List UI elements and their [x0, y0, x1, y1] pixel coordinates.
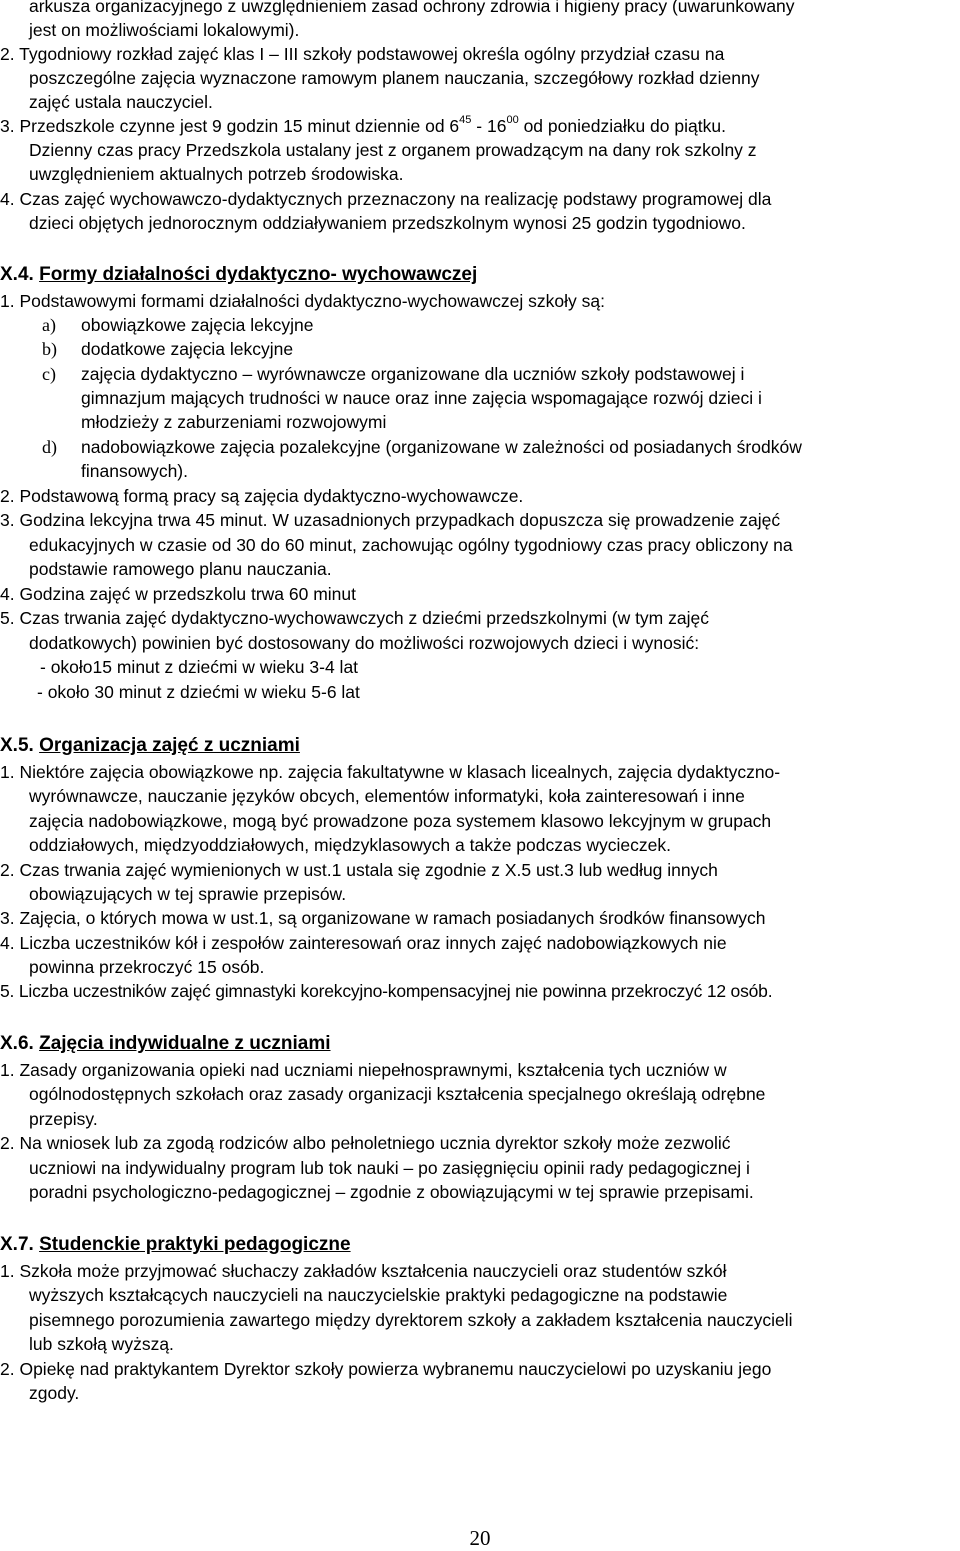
section-number: X.6. — [0, 1033, 34, 1054]
paragraph-line: 3. Godzina lekcyjna trwa 45 minut. W uzasadnionych przypadkach dopuszcza się prowadzenie zajęć — [0, 510, 781, 530]
paragraph-line: dodatkowych) powinien być dostosowany do możliwości rozwojowych dzieci i wynosić: — [29, 633, 700, 653]
paragraph-line: 2. Na wniosek lub za zgodą rodziców albo pełnoletniego ucznia dyrektor szkoły może zezwolić — [0, 1133, 731, 1153]
hours-text-b: - 16 — [471, 116, 507, 136]
paragraph-line: pisemnego porozumienia zawartego między dyrektorem szkoły a zakładem kształcenia nauczycieli — [29, 1310, 793, 1330]
paragraph-line: poszczególne zajęcia wyznaczone ramowym planem nauczania, szczegółowy rozkład dzienny — [29, 68, 760, 88]
paragraph-line: obowiązujących w tej sprawie przepisów. — [29, 884, 347, 904]
paragraph-line: 1. Zasady organizowania opieki nad uczniami niepełnosprawnymi, kształcenia tych uczniów w — [0, 1060, 727, 1080]
paragraph-line: oddziałowych, międzyoddziałowych, międzyklasowych a także podczas wycieczek. — [29, 835, 671, 855]
paragraph-line: 4. Liczba uczestników kół i zespołów zainteresowań oraz innych zajęć nadobowiązkowych nie — [0, 933, 727, 953]
paragraph-line: 5. Czas trwania zajęć dydaktyczno-wychowawczych z dziećmi przedszkolnymi (w tym zajęć — [0, 608, 709, 628]
paragraph-line: wyrównawcze, nauczanie języków obcych, elementów informatyki, koła zainteresowań i inne — [29, 786, 745, 806]
list-item-line: młodzieży z zaburzeniami rozwojowymi — [81, 412, 387, 432]
section-heading — [0, 734, 300, 758]
paragraph-line: 1. Szkoła może przyjmować słuchaczy zakładów kształcenia nauczycieli oraz studentów szkół — [0, 1261, 727, 1281]
paragraph-line: 2. Tygodniowy rozkład zajęć klas I – III szkoły podstawowej określa ogólny przydział czasu na — [0, 44, 725, 64]
paragraph-line: uczniowi na indywidualny program lub tok nauki – po zasięgnięciu opinii rady pedagogicznej i — [29, 1158, 750, 1178]
section-heading — [0, 1233, 351, 1257]
list-marker: b) — [42, 339, 57, 359]
list-item: nadobowiązkowe zajęcia pozalekcyjne (organizowane w zależności od posiadanych środków — [81, 437, 802, 457]
paragraph-line: 1. Niektóre zajęcia obowiązkowe np. zajęcia fakultatywne w klasach licealnych, zajęcia dydaktyczno- — [0, 762, 781, 782]
page-number: 20 — [469, 1526, 491, 1550]
list-item: obowiązkowe zajęcia lekcyjne — [81, 315, 314, 335]
section-title: Organizacja zajęć z uczniami — [39, 735, 300, 756]
paragraph-line: uwzględnieniem aktualnych potrzeb środowiska. — [29, 164, 404, 184]
paragraph-line: 2. Opiekę nad praktykantem Dyrektor szkoły powierza wybranemu nauczycielowi po uzyskaniu jego — [0, 1359, 772, 1379]
paragraph-line: arkusza organizacyjnego z uwzględnieniem zasad ochrony zdrowia i higieny pracy (uwarunkowany — [29, 0, 795, 16]
dash-item: - około 30 minut z dziećmi w wieku 5-6 lat — [37, 682, 360, 702]
list-item-line: gimnazjum mających trudności w nauce oraz inne zajęcia wspomagające rozwój dzieci i — [81, 388, 762, 408]
hours-sup-end: 00 — [506, 114, 519, 127]
section-number: X.7. — [0, 1234, 34, 1255]
list-item: dodatkowe zajęcia lekcyjne — [81, 339, 294, 359]
section-number: X.5. — [0, 735, 34, 756]
list-marker: a) — [42, 315, 56, 335]
list-item-line: finansowych). — [81, 461, 188, 481]
paragraph-line: wyższych kształcących nauczycieli na nauczycielskie praktyki pedagogiczne na podstawie — [29, 1285, 728, 1305]
section-heading — [0, 1032, 331, 1056]
hours-text-c: od poniedziałku do piątku. — [518, 116, 726, 136]
paragraph-line: 2. Podstawową formą pracy są zajęcia dydaktyczno-wychowawcze. — [0, 486, 524, 506]
paragraph-line: zajęć ustala nauczyciel. — [29, 92, 213, 112]
paragraph-line: 1. Podstawowymi formami działalności dydaktyczno-wychowawczej szkoły są: — [0, 291, 605, 311]
paragraph-line: podstawie ramowego planu nauczania. — [29, 559, 332, 579]
paragraph-line: 4. Godzina zajęć w przedszkolu trwa 60 minut — [0, 584, 356, 604]
section-title: Formy działalności dydaktyczno- wychowawczej — [39, 264, 478, 285]
list-marker: c) — [42, 364, 56, 384]
section-number: X.4. — [0, 264, 34, 285]
paragraph-line: poradni psychologiczno-pedagogicznej – zgodnie z obowiązującymi w tej sprawie przepisami. — [29, 1182, 754, 1202]
paragraph-line: przepisy. — [29, 1109, 98, 1129]
section-heading — [0, 263, 477, 287]
dash-item: - około15 minut z dziećmi w wieku 3-4 lat — [40, 657, 359, 677]
list-marker: d) — [42, 437, 57, 457]
paragraph-line: zajęcia nadobowiązkowe, mogą być prowadzone poza systemem klasowo lekcyjnym w grupach — [29, 811, 772, 831]
list-item: zajęcia dydaktyczno – wyrównawcze organizowane dla uczniów szkoły podstawowej i — [81, 364, 745, 384]
paragraph-line: 4. Czas zajęć wychowawczo-dydaktycznych przeznaczony na realizację podstawy programowej dla — [0, 189, 772, 209]
paragraph-line: jest on możliwościami lokalowymi). — [29, 20, 300, 40]
paragraph-line: 3. Zajęcia, o których mowa w ust.1, są organizowane w ramach posiadanych środków finansowych — [0, 908, 766, 928]
paragraph-line: powinna przekroczyć 15 osób. — [29, 957, 265, 977]
paragraph-line: 2. Czas trwania zajęć wymienionych w ust.1 ustala się zgodnie z X.5 ust.3 lub według innych — [0, 860, 718, 880]
hours-text-a: 3. Przedszkole czynne jest 9 godzin 15 minut dziennie od 6 — [0, 116, 460, 136]
paragraph-line-hours — [0, 114, 726, 138]
paragraph-line: dzieci objętych jednorocznym oddziaływaniem przedszkolnym wynosi 25 godzin tygodniowo. — [29, 213, 746, 233]
paragraph-line: edukacyjnych w czasie od 30 do 60 minut, zachowując ogólny tygodniowy czas pracy obliczony na — [29, 535, 793, 555]
paragraph-line: zgody. — [29, 1383, 80, 1403]
section-title: Studenckie praktyki pedagogiczne — [39, 1234, 351, 1255]
paragraph-line: 5. Liczba uczestników zajęć gimnastyki korekcyjno-kompensacyjnej nie powinna przekroczyć 12 osób. — [0, 981, 773, 1001]
paragraph-line: Dzienny czas pracy Przedszkola ustalany jest z organem prowadzącym na dany rok szkolny z — [29, 140, 757, 160]
section-title: Zajęcia indywidualne z uczniami — [39, 1033, 331, 1054]
paragraph-line: ogólnodostępnych szkołach oraz zasady organizacji kształcenia specjalnego określają odrębne — [29, 1084, 766, 1104]
hours-sup-start: 45 — [459, 114, 472, 127]
paragraph-line: lub szkołą wyższą. — [29, 1334, 174, 1354]
